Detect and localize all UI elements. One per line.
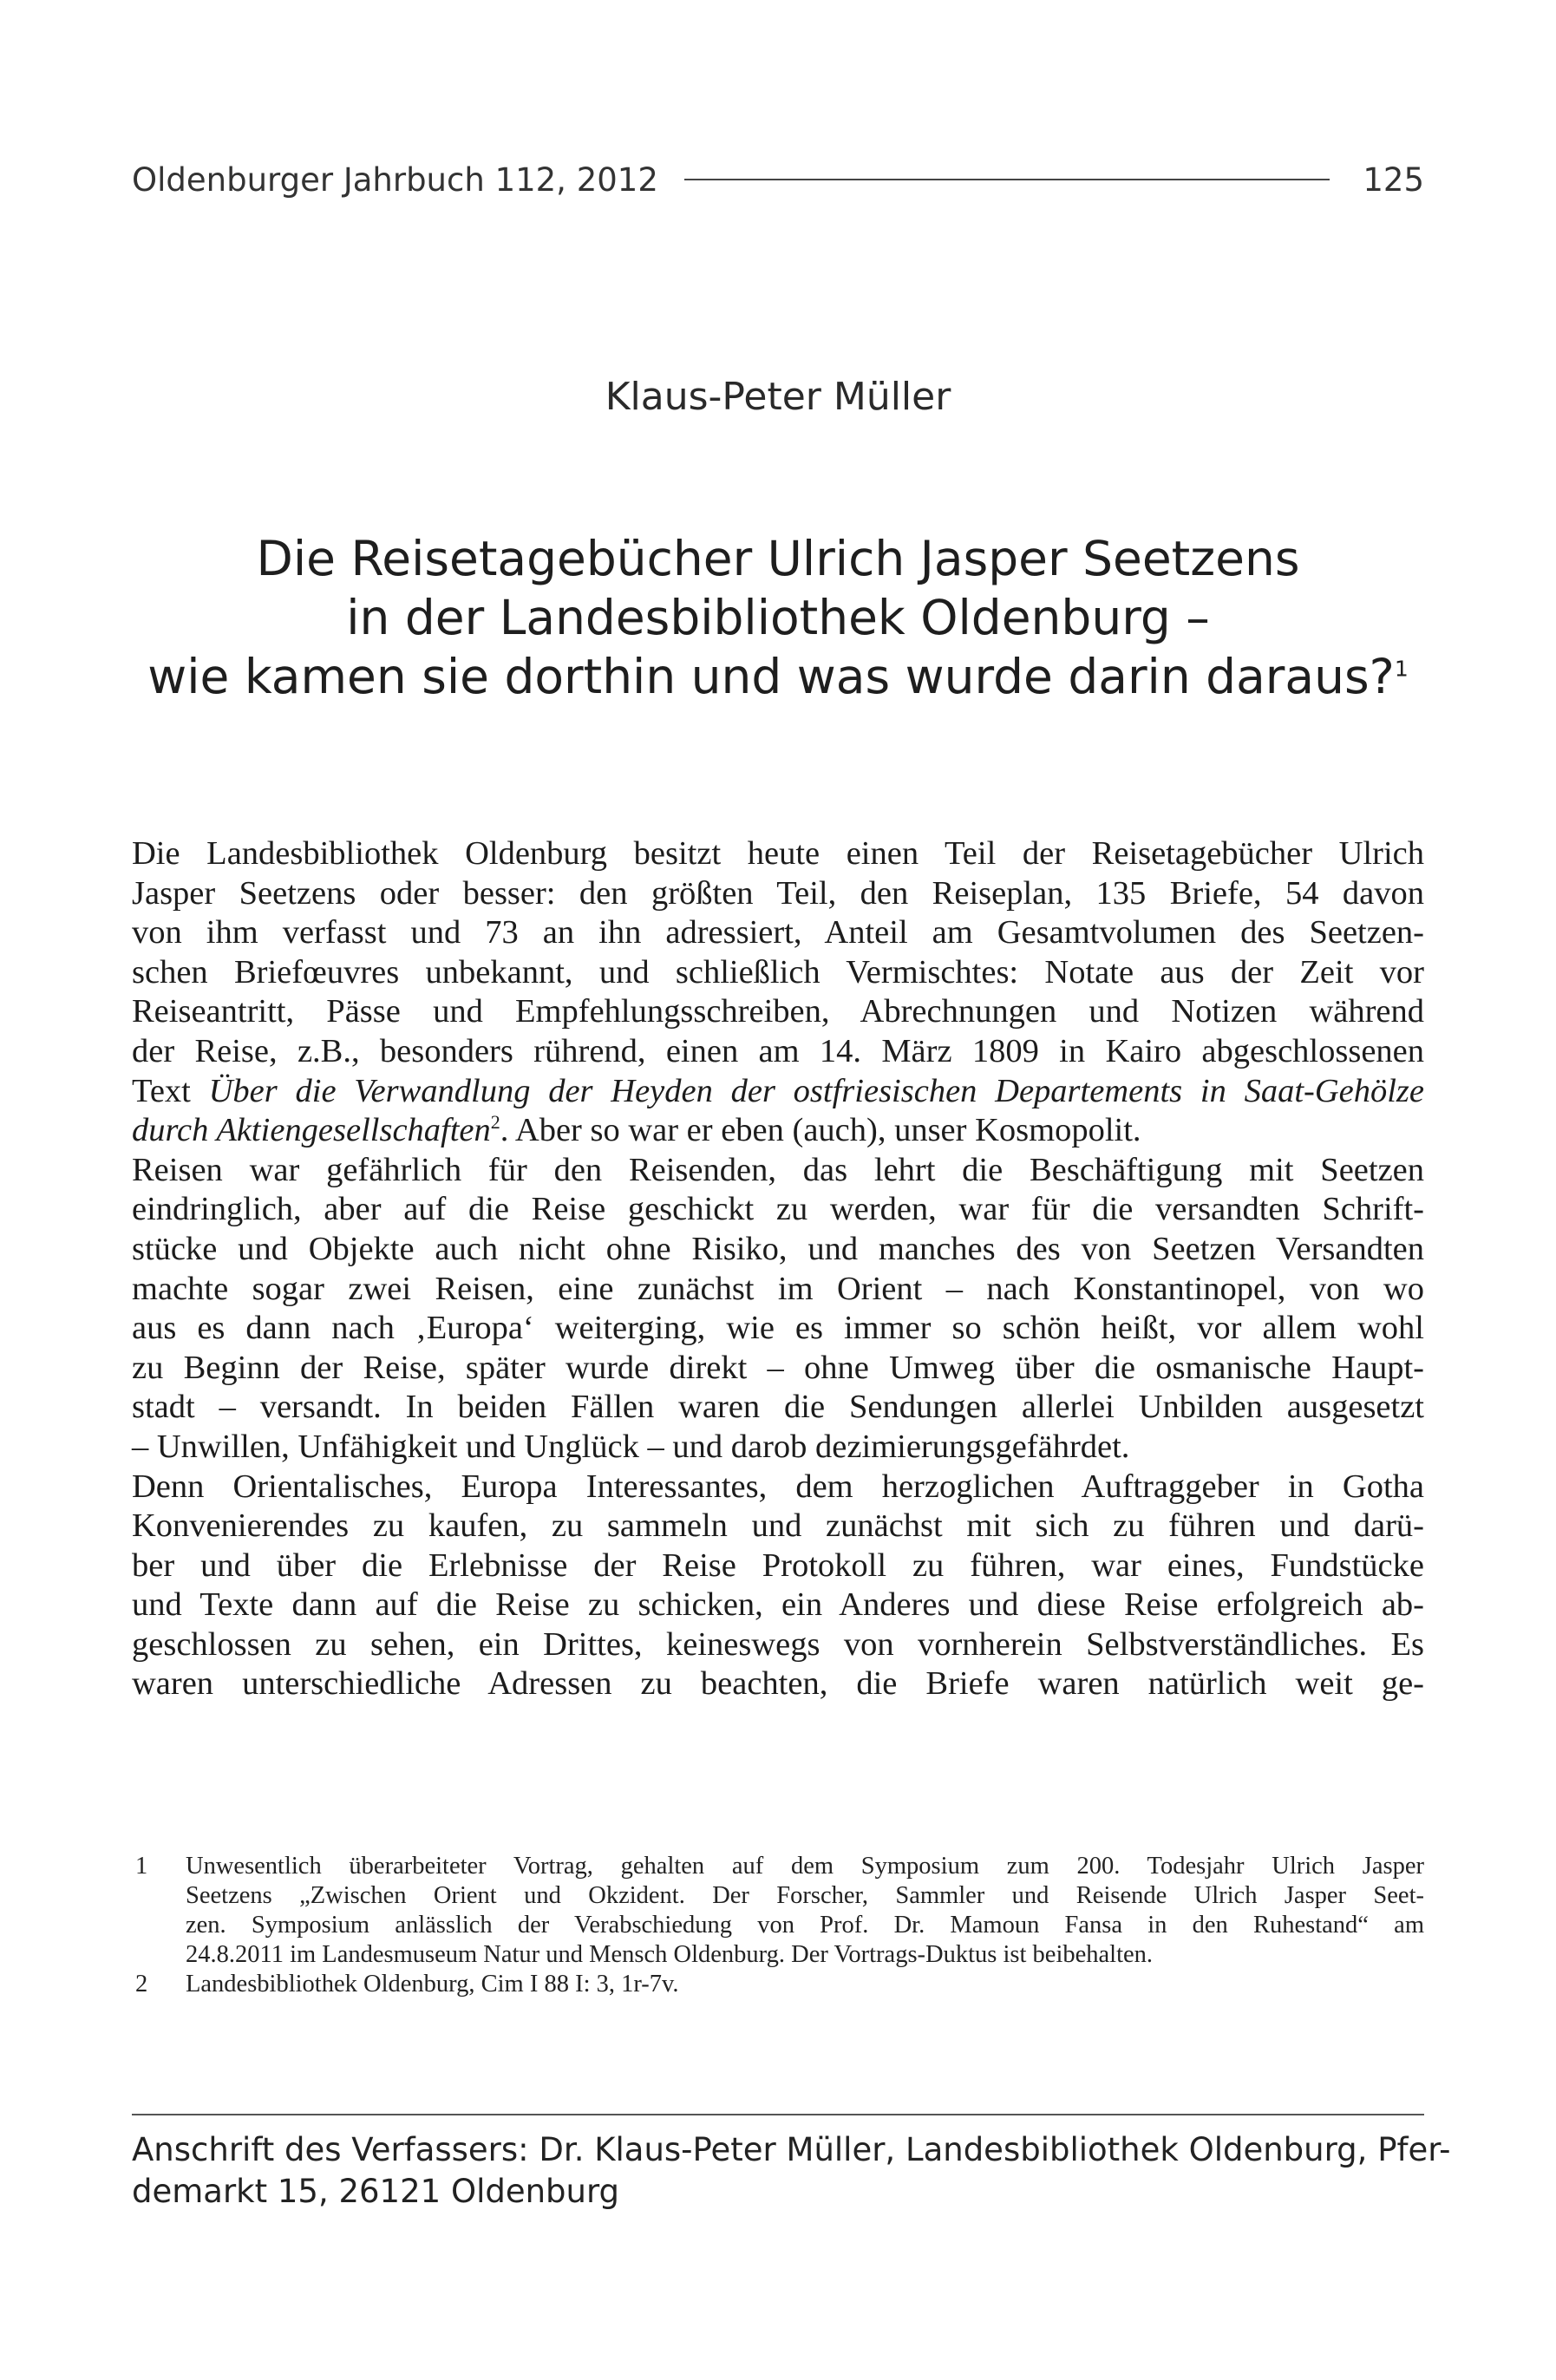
body-line: waren unterschiedliche Adressen zu beachten, die Briefe waren natürlich weit ge- [132,1665,1424,1703]
body-line: machte sogar zwei Reisen, eine zunächst im Orient – nach Konstantinopel, von wo [132,1270,1424,1307]
footnotes [132,1852,1424,1999]
header-rule [684,179,1330,180]
article-author: Klaus-Peter Müller [605,375,951,419]
cited-work-title-cont: durch Aktiengesellschaften [132,1112,491,1149]
body-line: eindringlich, aber auf die Reise geschickt zu werden, war für die versandten Schrift- [132,1191,1424,1228]
body-text-segment: . Aber so war er eben (auch), unser Kosmopolit. [500,1112,1141,1149]
body-line: geschlossen zu sehen, ein Drittes, keineswegs von vornherein Selbstverständliches. Es [132,1625,1424,1663]
body-text-segment: Text [132,1072,191,1109]
title-line: in der Landesbibliothek Oldenburg – [346,590,1210,645]
body-line: aus es dann nach ‚Europa‘ weiterging, wie es immer so schön heißt, vor allem wohl [132,1310,1424,1347]
body-line: stadt – versandt. In beiden Fällen waren die Sendungen allerlei Unbilden ausgesetzt [132,1389,1424,1426]
title-footnote-marker: 1 [1394,656,1409,682]
author-address [132,2129,1451,2213]
body-line: Konvenierendes zu kaufen, zu sammeln und zunächst mit sich zu führen und darü- [132,1507,1424,1545]
article-title [130,529,1426,706]
title-line-text: wie kamen sie dorthin und was wurde darin daraus? [147,649,1395,704]
footnote-line: Unwesentlich überarbeiteter Vortrag, gehalten auf dem Symposium zum 200. Todesjahr Ulrich Jasper [186,1853,1424,1880]
running-header [132,149,1424,210]
footnote-line: Landesbibliothek Oldenburg, Cim I 88 I: 3, 1r-7v. [186,1971,679,1998]
footnote [132,1852,1424,1970]
body-line: – Unwillen, Unfähigkeit und Unglück – und darob dezimierungsgefährdet. [132,1428,1130,1465]
footnote [132,1970,1424,1999]
body-line: stücke und Objekte auch nicht ohne Risiko, und manches des von Seetzen Versandten [132,1230,1424,1267]
address-line: Anschrift des Verfassers: Dr. Klaus-Peter Müller, Landesbibliothek Oldenburg, Pfer- [132,2131,1451,2168]
body-line: schen Briefœuvres unbekannt, und schließlich Vermischtes: Notate aus der Zeit vor [132,953,1424,991]
footnote-number: 2 [135,1971,148,1998]
body-line: Die Landesbibliothek Oldenburg besitzt heute einen Teil der Reisetagebücher Ulrich [132,835,1424,872]
cited-work-title: Über die Verwandlung der Heyden der ostfriesischen Departements in Saat-Gehölze [208,1072,1424,1109]
footnote-number: 1 [135,1853,148,1880]
title-line [130,647,1426,706]
body-text [132,834,1424,1704]
body-line: der Reise, z.B., besonders rührend, einen am 14. März 1809 in Kairo abgeschlossenen [132,1032,1424,1069]
address-line: demarkt 15, 26121 Oldenburg [132,2173,620,2210]
body-line: ber und über die Erlebnisse der Reise Protokoll zu führen, war eines, Fundstücke [132,1546,1424,1584]
page-number: 125 [1363,160,1424,199]
body-line: von ihm verfasst und 73 an ihn adressiert, Anteil am Gesamtvolumen des Seetzen- [132,914,1424,951]
footnote-line: 24.8.2011 im Landesmuseum Natur und Mensch Oldenburg. Der Vortrags-Duktus ist beibehalten. [186,1941,1154,1968]
journal-running-title: Oldenburger Jahrbuch 112, 2012 [132,160,658,199]
body-line [132,1111,1424,1151]
body-line: Reiseantritt, Pässe und Empfehlungsschreiben, Abrechnungen und Notizen während [132,993,1424,1030]
body-line: Denn Orientalisches, Europa Interessantes, dem herzoglichen Auftraggeber in Gotha [132,1468,1424,1505]
body-line: und Texte dann auf die Reise zu schicken, ein Anderes und diese Reise erfolgreich ab- [132,1586,1424,1624]
body-line: zu Beginn der Reise, später wurde direkt – ohne Umweg über die osmanische Haupt- [132,1349,1424,1386]
footnote-line: zen. Symposium anlässlich der Verabschiedung von Prof. Dr. Mamoun Fansa in den Ruhestand“ am [186,1912,1424,1939]
footnote-marker: 2 [490,1111,500,1134]
title-line: Die Reisetagebücher Ulrich Jasper Seetzens [256,531,1300,586]
body-line: Reisen war gefährlich für den Reisenden, das lehrt die Beschäftigung mit Seetzen [132,1151,1424,1188]
footnote-line: Seetzens „Zwischen Orient und Okzident. Der Forscher, Sammler und Reisende Ulrich Jasper Seet- [186,1882,1424,1909]
address-divider [132,2114,1424,2115]
body-line [132,1072,1424,1112]
body-line: Jasper Seetzens oder besser: den größten Teil, den Reiseplan, 135 Briefe, 54 davon [132,874,1424,912]
